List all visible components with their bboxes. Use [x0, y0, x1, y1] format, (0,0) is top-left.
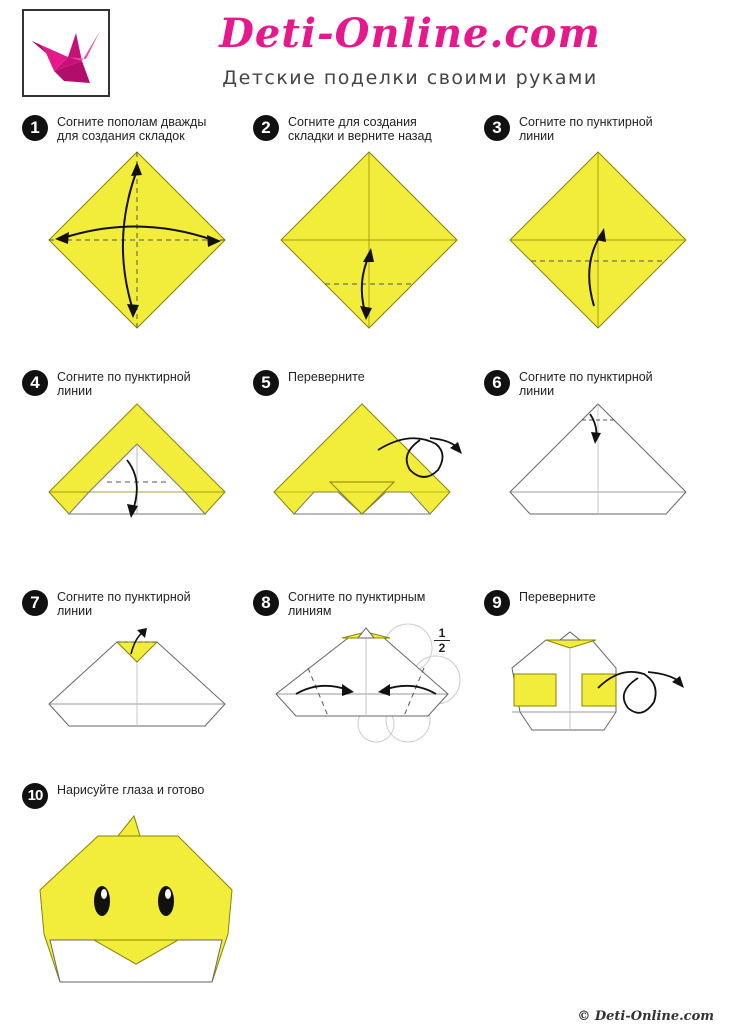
step-instruction — [57, 783, 247, 797]
step-number: 3 — [484, 115, 510, 141]
step-instruction — [57, 370, 247, 398]
step-line: Переверните — [288, 370, 365, 384]
step-line: Согните по пунктирной — [519, 115, 653, 129]
step-instruction — [288, 370, 478, 384]
step-line: линиям — [288, 604, 332, 618]
step-line: для создания складок — [57, 129, 185, 143]
step-9-diagram — [508, 628, 693, 738]
step-line: Согните по пунктирной — [519, 370, 653, 384]
step-line: линии — [519, 129, 555, 143]
crane-logo-icon — [24, 11, 108, 95]
step-line: Нарисуйте глаза и готово — [57, 783, 205, 797]
step-number: 2 — [253, 115, 279, 141]
step-instruction — [57, 115, 247, 143]
step-instruction — [519, 115, 709, 143]
step-instruction — [519, 590, 709, 604]
step-line: Согните по пунктирной — [57, 590, 191, 604]
step-number: 8 — [253, 590, 279, 616]
step-2-diagram — [277, 148, 462, 333]
step-4-diagram — [45, 400, 230, 520]
step-number: 6 — [484, 370, 510, 396]
step-6-diagram — [506, 400, 691, 520]
step-line: Согните по пунктирным — [288, 590, 426, 604]
site-subtitle: Детские поделки своими руками — [222, 67, 598, 89]
step-7-diagram — [45, 628, 230, 738]
fraction-denominator: 2 — [438, 641, 446, 655]
step-line: Согните пополам дважды — [57, 115, 207, 129]
step-line: Согните по пунктирной — [57, 370, 191, 384]
step-number: 9 — [484, 590, 510, 616]
step-instruction — [519, 370, 709, 398]
step-number: 4 — [22, 370, 48, 396]
step-line: линии — [57, 604, 93, 618]
step-1-diagram — [45, 148, 230, 333]
step-line: линии — [519, 384, 555, 398]
copyright: © Deti-Online.com — [577, 1009, 714, 1024]
site-title: Deti-Online.com — [219, 10, 601, 57]
fraction-numerator: 1 — [438, 626, 446, 640]
step-line: линии — [57, 384, 93, 398]
step-3-diagram — [506, 148, 691, 333]
step-instruction — [288, 590, 478, 618]
step-number: 5 — [253, 370, 279, 396]
step-instruction — [57, 590, 247, 618]
logo — [22, 9, 110, 97]
step-line: Переверните — [519, 590, 596, 604]
step-number: 7 — [22, 590, 48, 616]
step-10-chick — [36, 814, 236, 989]
fraction-label — [432, 627, 452, 654]
step-line: Согните для создания — [288, 115, 417, 129]
step-5-diagram — [270, 400, 470, 520]
step-line: складки и верните назад — [288, 129, 432, 143]
step-number: 1 — [22, 115, 48, 141]
step-number: 10 — [22, 783, 48, 809]
step-instruction — [288, 115, 478, 143]
